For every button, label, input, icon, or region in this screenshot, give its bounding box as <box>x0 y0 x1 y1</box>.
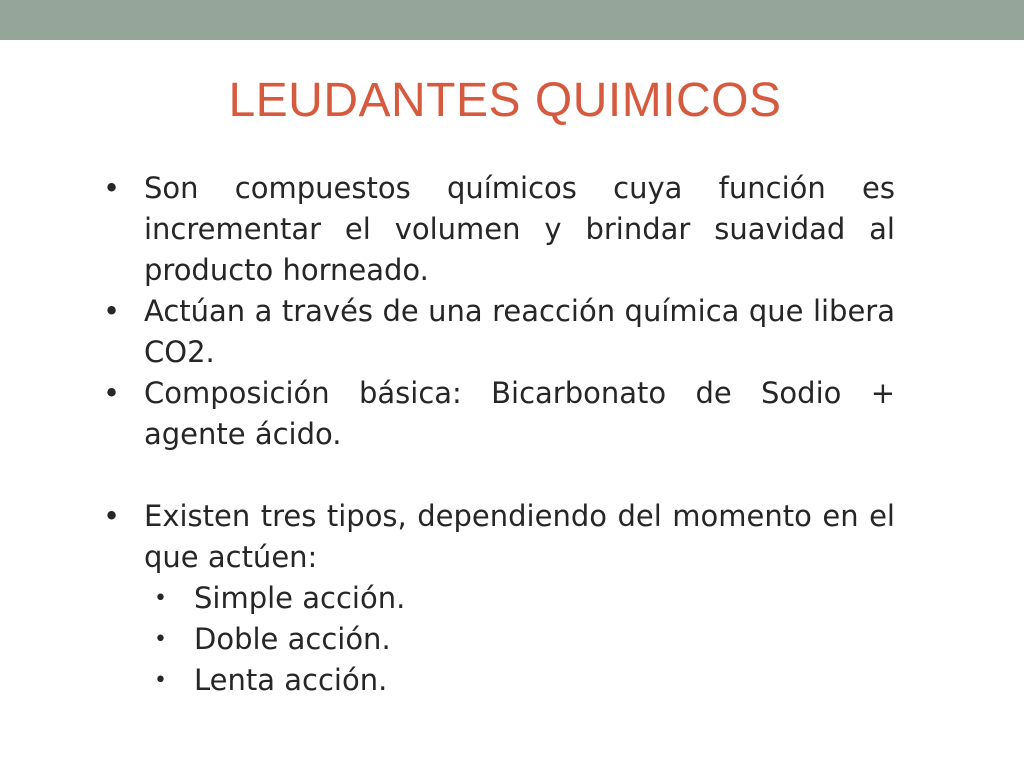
top-band <box>0 0 1024 40</box>
sub-bullet-text: Doble acción. <box>194 622 391 656</box>
sub-bullet-text: Simple acción. <box>194 581 406 615</box>
sub-bullet-dot: • <box>154 668 167 693</box>
sub-bullet-item <box>144 619 895 660</box>
bullet-text: Actúan a través de una reacción química que libera CO2. <box>144 294 895 369</box>
sub-bullet-text: Lenta acción. <box>194 663 388 697</box>
sub-bullet-dot: • <box>154 586 167 611</box>
bullet-text: Composición básica: Bicarbonato de Sodio + agente ácido. <box>144 376 895 451</box>
bullet-item <box>103 168 895 291</box>
bullet-text: Son compuestos químicos cuya función es incrementar el volumen y brindar suavidad al producto horneado. <box>144 171 895 287</box>
slide-title: LEUDANTES QUIMICOS <box>228 74 782 127</box>
bullet-item <box>103 373 895 455</box>
sub-bullet-dot: • <box>154 627 167 652</box>
bullet-dot: • <box>103 499 121 533</box>
spacer <box>103 455 895 496</box>
bullet-dot: • <box>103 171 121 205</box>
bullet-item <box>103 496 895 578</box>
bullet-text: Existen tres tipos, dependiendo del momento en el que actúen: <box>144 499 895 574</box>
sub-bullet-item <box>144 578 895 619</box>
sub-bullet-item <box>144 660 895 701</box>
bullet-dot: • <box>103 294 121 328</box>
bullet-dot: • <box>103 376 121 410</box>
slide-body <box>103 168 895 701</box>
bullet-item <box>103 291 895 373</box>
